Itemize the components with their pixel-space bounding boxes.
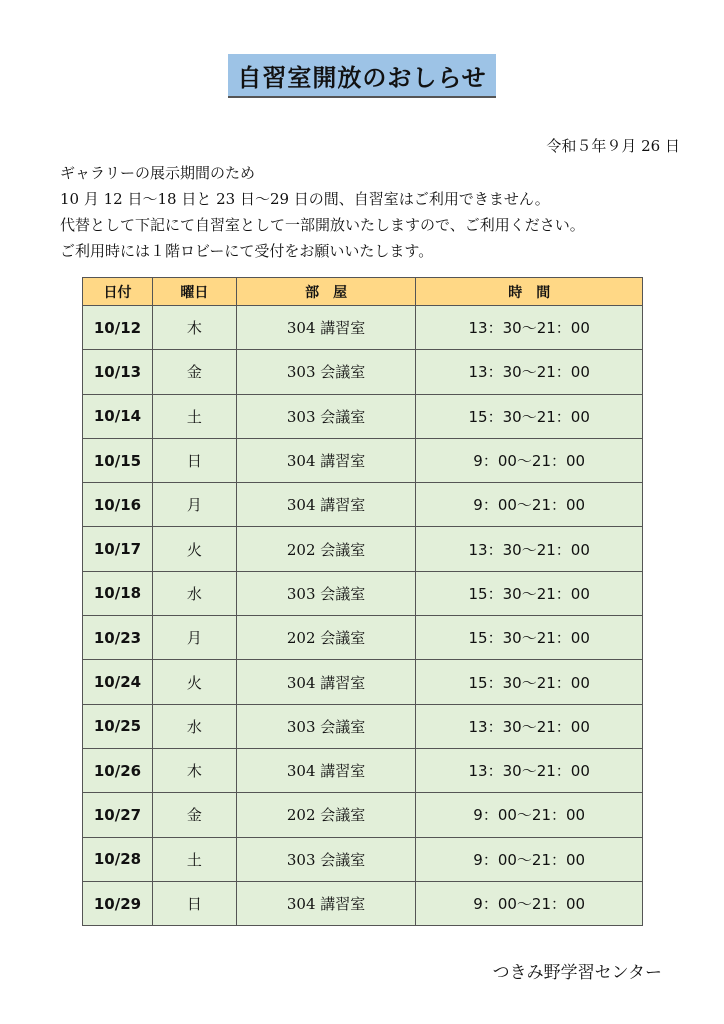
cell-day: 月 xyxy=(152,483,236,527)
cell-day: 木 xyxy=(152,306,236,350)
cell-time: 9：00～21：00 xyxy=(416,438,643,482)
intro-line: ご利用時には１階ロビーにて受付をお願いいたします。 xyxy=(60,242,434,260)
cell-time: 15：30～21：00 xyxy=(416,660,643,704)
cell-time: 13：30～21：00 xyxy=(416,748,643,792)
intro-paragraph xyxy=(60,160,585,264)
cell-room: 303 会議室 xyxy=(236,837,416,881)
cell-day: 火 xyxy=(152,660,236,704)
cell-day: 水 xyxy=(152,704,236,748)
cell-time: 9：00～21：00 xyxy=(416,793,643,837)
cell-day: 土 xyxy=(152,837,236,881)
cell-room: 303 会議室 xyxy=(236,704,416,748)
cell-date: 10/15 xyxy=(83,438,153,482)
cell-room: 304 講習室 xyxy=(236,438,416,482)
intro-line: 代替として下記にて自習室として一部開放いたしますので、ご利用ください。 xyxy=(60,216,585,234)
table-row xyxy=(83,660,643,704)
organization-name: つきみ野学習センター xyxy=(492,963,662,983)
intro-line: 10 月 12 日～18 日と 23 日～29 日の間、自習室はご利用できません。 xyxy=(60,190,550,208)
cell-room: 304 講習室 xyxy=(236,306,416,350)
issue-date: 令和５年９月 26 日 xyxy=(546,137,680,155)
table-row xyxy=(83,571,643,615)
page-title: 自習室開放のおしらせ xyxy=(237,63,487,92)
cell-time: 13：30～21：00 xyxy=(416,306,643,350)
schedule-table xyxy=(82,277,643,926)
cell-day: 金 xyxy=(152,350,236,394)
cell-date: 10/17 xyxy=(83,527,153,571)
table-row xyxy=(83,837,643,881)
cell-time: 13：30～21：00 xyxy=(416,350,643,394)
cell-date: 10/13 xyxy=(83,350,153,394)
intro-line: ギャラリーの展示期間のため xyxy=(60,164,256,182)
table-row xyxy=(83,483,643,527)
cell-room: 303 会議室 xyxy=(236,571,416,615)
cell-date: 10/14 xyxy=(83,394,153,438)
header-day: 曜日 xyxy=(152,278,236,306)
cell-date: 10/26 xyxy=(83,748,153,792)
schedule-body xyxy=(83,306,643,926)
table-row xyxy=(83,306,643,350)
cell-time: 15：30～21：00 xyxy=(416,571,643,615)
cell-date: 10/18 xyxy=(83,571,153,615)
table-row xyxy=(83,438,643,482)
table-row xyxy=(83,616,643,660)
table-row xyxy=(83,793,643,837)
header-date: 日付 xyxy=(83,278,153,306)
cell-day: 月 xyxy=(152,616,236,660)
cell-date: 10/16 xyxy=(83,483,153,527)
cell-time: 13：30～21：00 xyxy=(416,704,643,748)
cell-room: 202 会議室 xyxy=(236,793,416,837)
title-banner xyxy=(228,54,496,98)
cell-time: 9：00～21：00 xyxy=(416,483,643,527)
cell-day: 土 xyxy=(152,394,236,438)
cell-room: 303 会議室 xyxy=(236,350,416,394)
cell-date: 10/12 xyxy=(83,306,153,350)
cell-time: 9：00～21：00 xyxy=(416,881,643,925)
cell-time: 15：30～21：00 xyxy=(416,394,643,438)
cell-day: 日 xyxy=(152,438,236,482)
cell-time: 13：30～21：00 xyxy=(416,527,643,571)
cell-room: 202 会議室 xyxy=(236,527,416,571)
table-row xyxy=(83,350,643,394)
header-time: 時 間 xyxy=(416,278,643,306)
cell-time: 9：00～21：00 xyxy=(416,837,643,881)
cell-date: 10/24 xyxy=(83,660,153,704)
cell-date: 10/29 xyxy=(83,881,153,925)
cell-room: 304 講習室 xyxy=(236,660,416,704)
table-row xyxy=(83,394,643,438)
table-row xyxy=(83,704,643,748)
table-row xyxy=(83,527,643,571)
cell-date: 10/25 xyxy=(83,704,153,748)
cell-room: 304 講習室 xyxy=(236,483,416,527)
cell-room: 304 講習室 xyxy=(236,881,416,925)
cell-room: 303 会議室 xyxy=(236,394,416,438)
cell-time: 15：30～21：00 xyxy=(416,616,643,660)
table-row xyxy=(83,881,643,925)
cell-day: 日 xyxy=(152,881,236,925)
table-header-row xyxy=(83,278,643,306)
cell-date: 10/27 xyxy=(83,793,153,837)
table-row xyxy=(83,748,643,792)
cell-day: 火 xyxy=(152,527,236,571)
cell-day: 金 xyxy=(152,793,236,837)
cell-day: 水 xyxy=(152,571,236,615)
cell-day: 木 xyxy=(152,748,236,792)
cell-room: 202 会議室 xyxy=(236,616,416,660)
header-room: 部 屋 xyxy=(236,278,416,306)
cell-room: 304 講習室 xyxy=(236,748,416,792)
cell-date: 10/28 xyxy=(83,837,153,881)
cell-date: 10/23 xyxy=(83,616,153,660)
